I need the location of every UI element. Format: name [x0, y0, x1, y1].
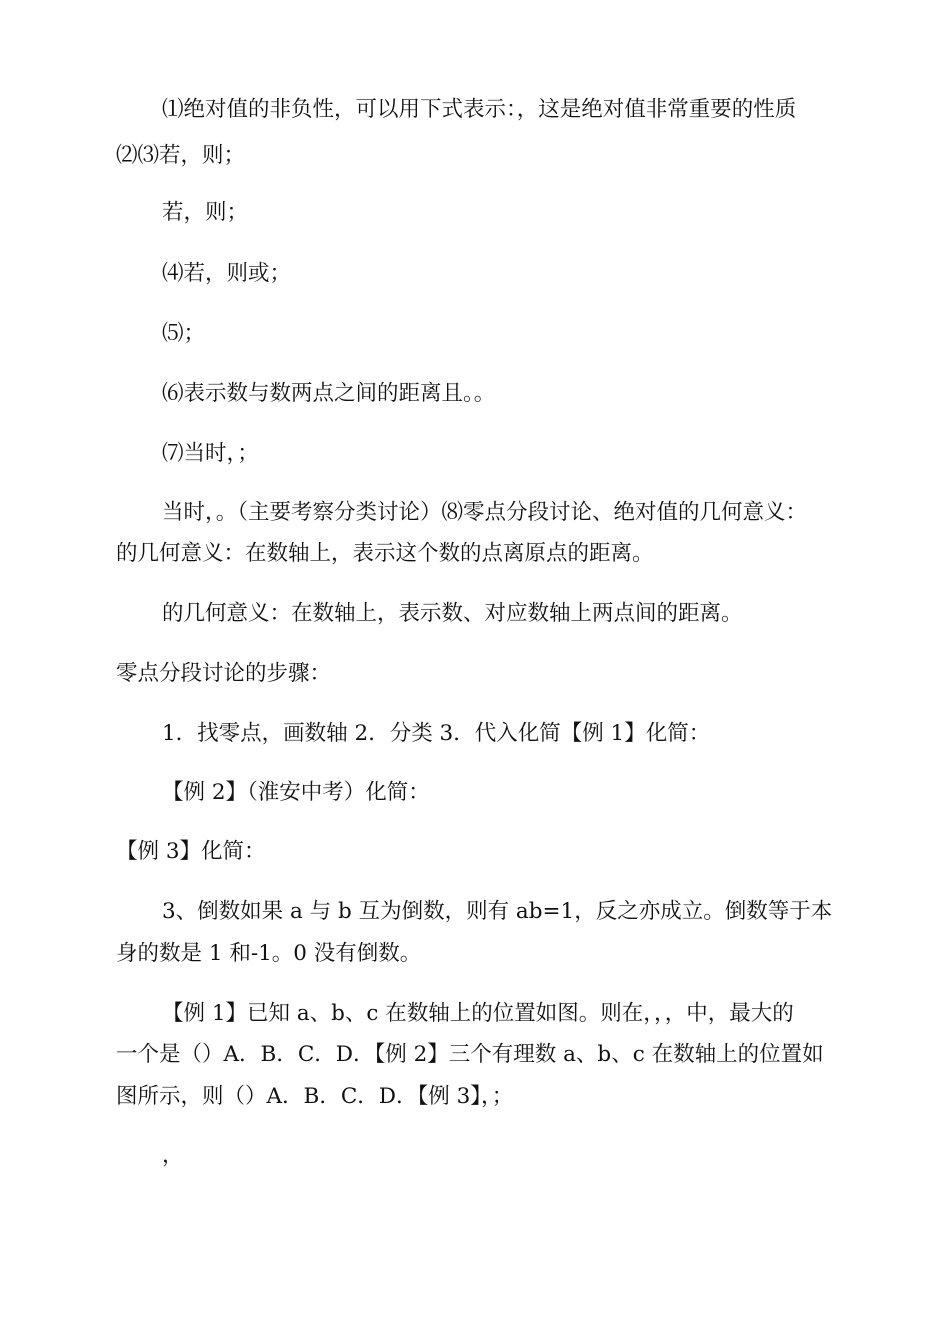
text-line: 图所示，则（）A．B．C．D．【例 3】，； [116, 1084, 514, 1109]
text-line: 当时，。（主要考察分类讨论）⑻零点分段讨论、绝对值的几何意义： [162, 500, 808, 525]
text-line: 【例 3】化简： [116, 839, 266, 864]
text-line: 【例 1】已知 a、b、c 在数轴上的位置如图。则在，，，中，最大的 [162, 1001, 794, 1026]
text-line: 一个是（）A．B．C．D．【例 2】三个有理数 a、b、c 在数轴上的位置如 [116, 1042, 824, 1067]
text-line: 的几何意义：在数轴上，表示数、对应数轴上两点间的距离。 [162, 601, 743, 626]
text-line: ⑵⑶若，则； [116, 143, 246, 168]
text-line: ⑸； [162, 321, 206, 346]
text-line: ⑹表示数与数两点之间的距离且。。 [162, 381, 496, 406]
text-line: 零点分段讨论的步骤： [116, 661, 332, 686]
text-line: ⑺当时，； [162, 441, 259, 466]
text-line: 1．找零点，画数轴 2．分类 3．代入化简【例 1】化简： [162, 721, 711, 746]
text-line: 身的数是 1 和-1。0 没有倒数。 [116, 941, 422, 966]
text-line: 的几何意义：在数轴上，表示这个数的点离原点的距离。 [116, 541, 654, 566]
text-line: ， [162, 1143, 184, 1168]
text-line: 3、倒数如果 a 与 b 互为倒数，则有 ab=1，反之亦成立。倒数等于本 [162, 899, 833, 924]
text-line: ⑴绝对值的非负性，可以用下式表示：，这是绝对值非常重要的性质 [162, 97, 797, 122]
text-line: 【例 2】（淮安中考）化简： [162, 780, 430, 805]
text-line: ⑷若，则或； [162, 261, 292, 286]
text-line: 若，则； [162, 200, 249, 225]
